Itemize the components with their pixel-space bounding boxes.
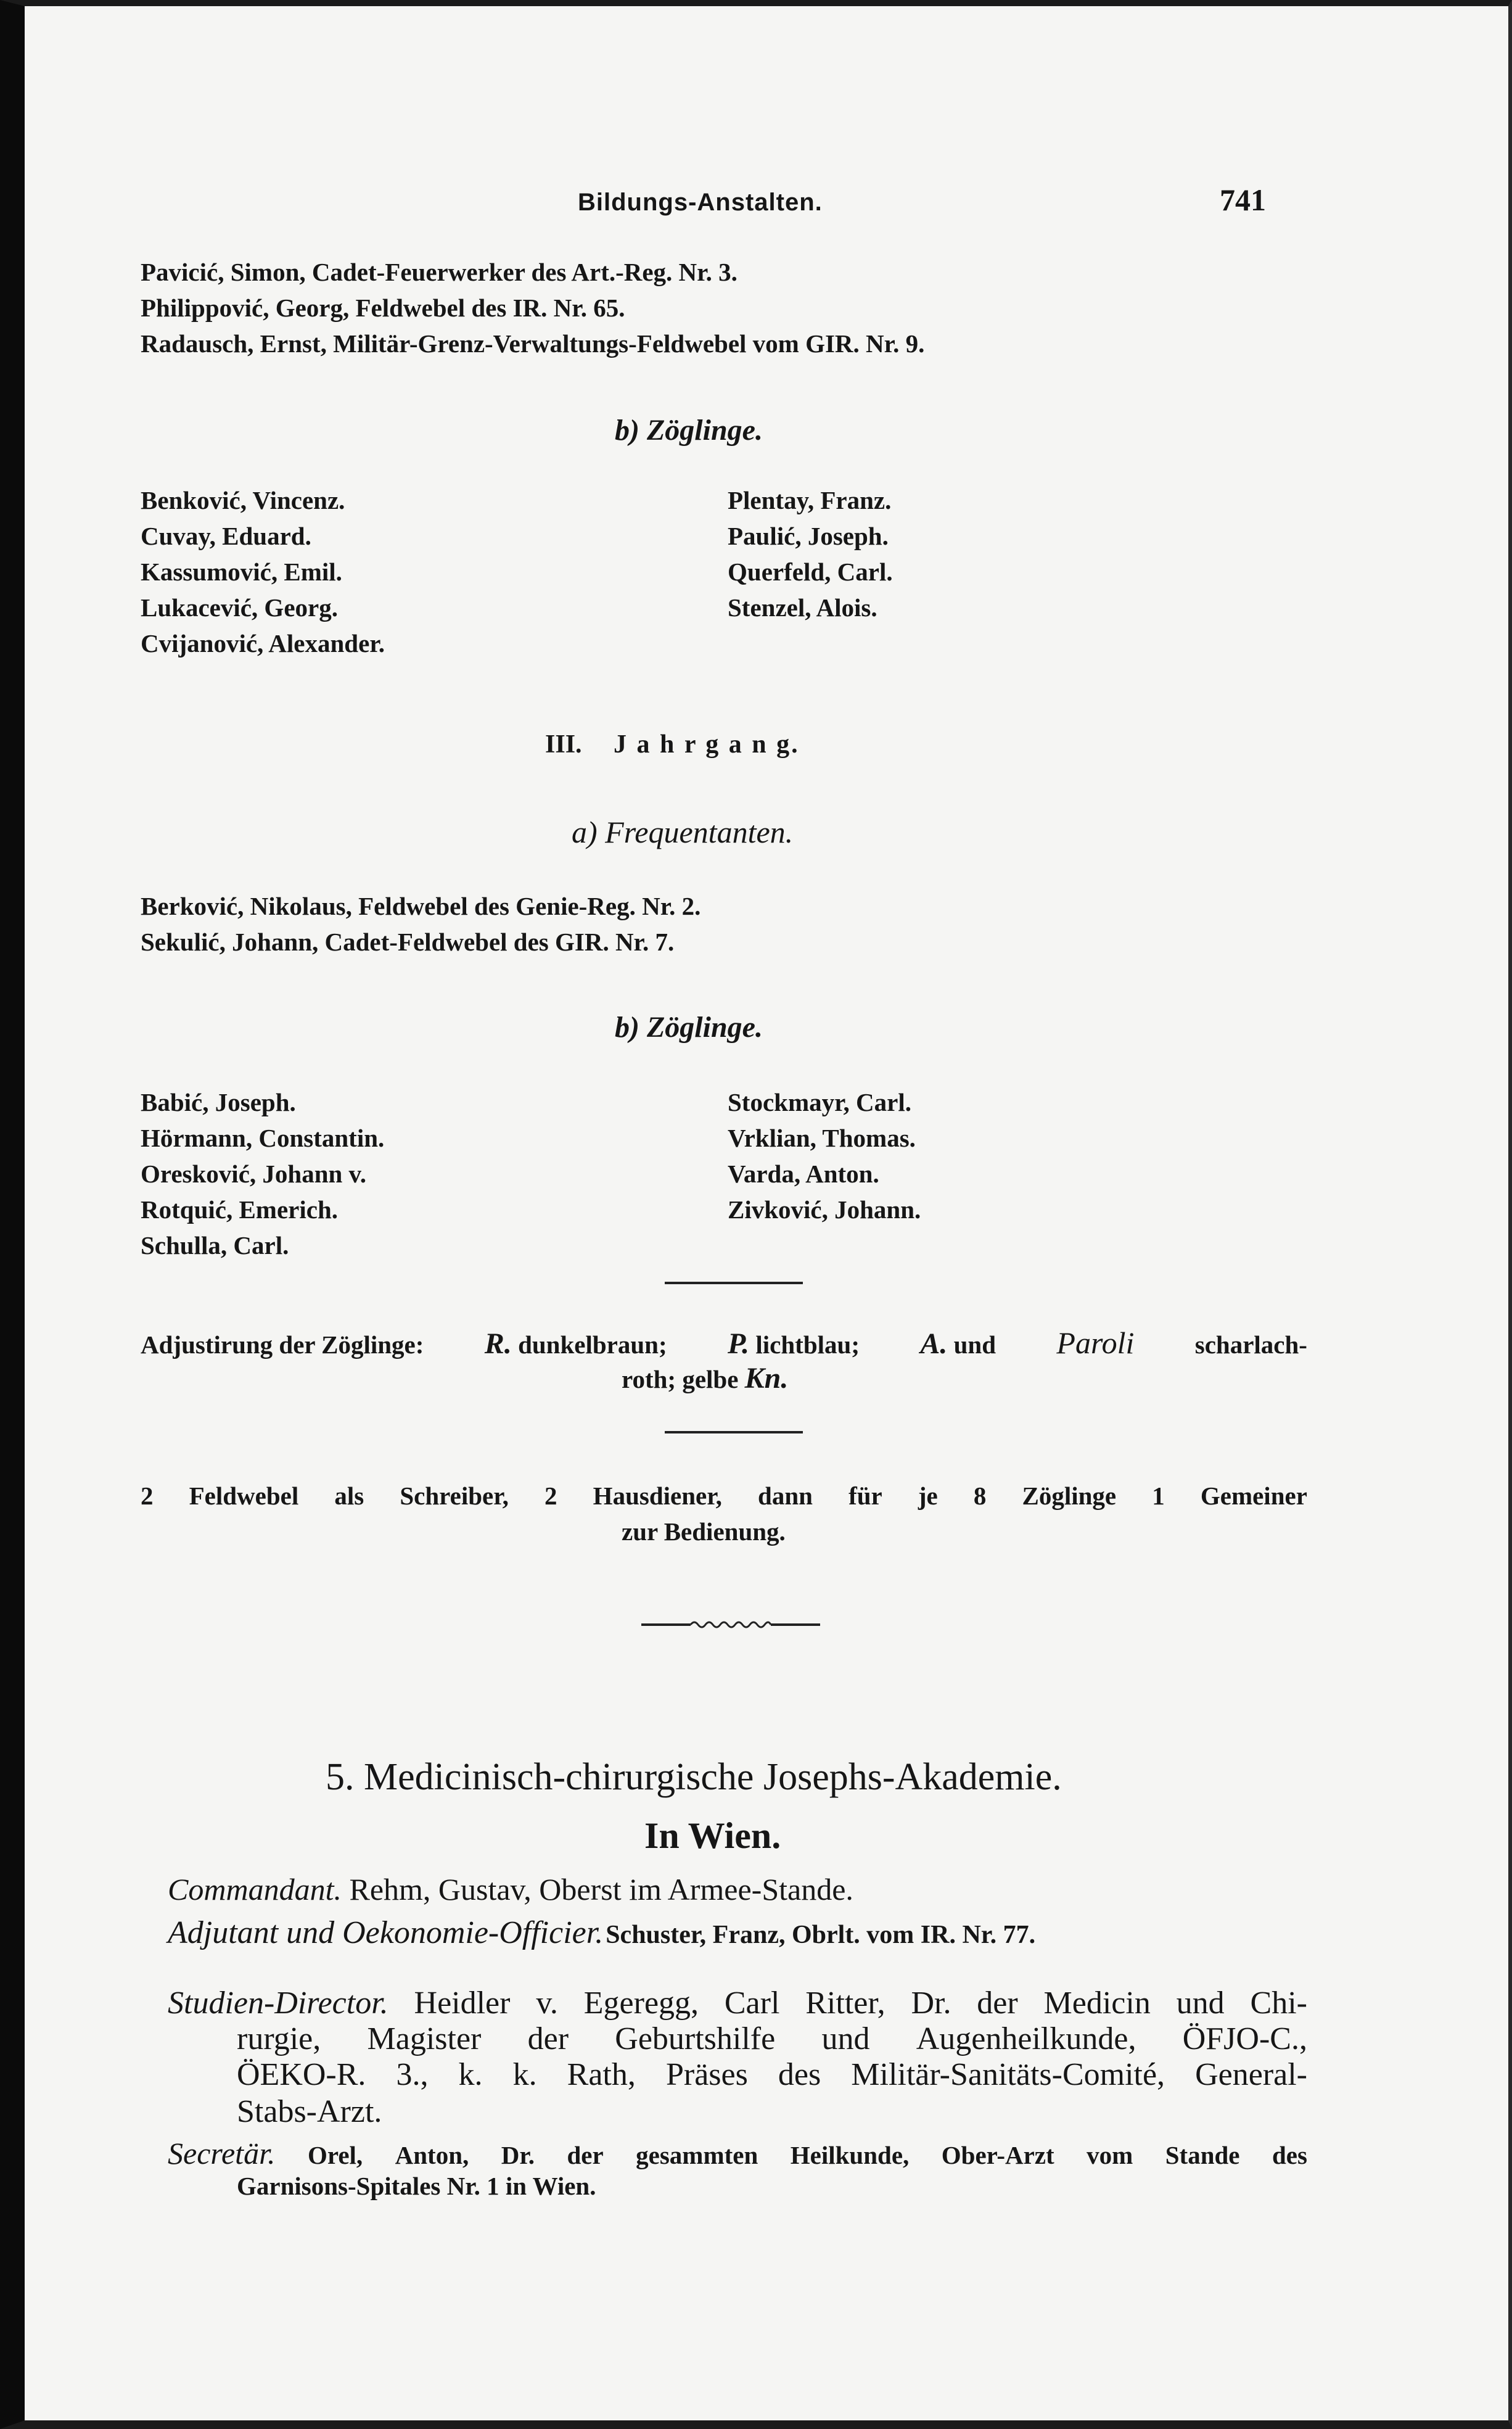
list-item: Paulić, Joseph. bbox=[728, 522, 889, 550]
list-item: Schulla, Carl. bbox=[141, 1231, 289, 1260]
list-item: Stenzel, Alois. bbox=[728, 593, 877, 622]
list-item: Querfeld, Carl. bbox=[728, 558, 893, 586]
director-line-2: rurgie, Magister der Geburtshilfe und Augenheilkunde, ÖFJO-C., bbox=[237, 2021, 1307, 2056]
list-item: Varda, Anton. bbox=[728, 1160, 879, 1188]
running-title: Bildungs-Anstalten. bbox=[578, 189, 823, 216]
servants-line-2: zur Bedienung. bbox=[622, 1517, 786, 1546]
adjustirung-line-2: roth; gelbe Kn. bbox=[622, 1362, 789, 1395]
adjutant-text: Schuster, Franz, Obrlt. vom IR. Nr. 77. bbox=[606, 1921, 1036, 1949]
jahrgang-number: III. bbox=[545, 730, 582, 759]
adjustirung-scharlach: scharlach- bbox=[1194, 1330, 1307, 1359]
list-item: Cuvay, Eduard. bbox=[141, 522, 311, 550]
list-item: Babić, Joseph. bbox=[141, 1088, 296, 1116]
adjustirung-lead: Adjustirung der Zöglinge: bbox=[141, 1330, 424, 1359]
commandant-line bbox=[168, 1871, 853, 1907]
section-heading: b) Zöglinge. bbox=[615, 414, 763, 447]
divider bbox=[665, 1282, 803, 1284]
list-item: Sekulić, Johann, Cadet-Feldwebel des GIR. Nr. 7. bbox=[141, 928, 675, 956]
adjutant-line bbox=[168, 1915, 1035, 1951]
divider bbox=[665, 1431, 803, 1433]
commandant-role: Commandant. bbox=[168, 1872, 342, 1907]
list-item: Lukacević, Georg. bbox=[141, 593, 338, 622]
list-item: Hörmann, Constantin. bbox=[141, 1124, 385, 1152]
commandant-text: Rehm, Gustav, Oberst im Armee-Stande. bbox=[349, 1872, 853, 1907]
list-item: Vrklian, Thomas. bbox=[728, 1124, 916, 1152]
page-number: 741 bbox=[1220, 183, 1266, 217]
adjustirung-a: A. und bbox=[920, 1327, 996, 1360]
list-item: Rotquić, Emerich. bbox=[141, 1195, 338, 1224]
secretary-line-2: Garnisons-Spitales Nr. 1 in Wien. bbox=[237, 2172, 596, 2200]
adjustirung-paroli: Paroli bbox=[1056, 1326, 1135, 1360]
academy-title: 5. Medicinisch-chirurgische Josephs-Akademie. bbox=[326, 1756, 1062, 1798]
servants-line-1: 2 Feldwebel als Schreiber, 2 Hausdiener, dann für je 8 Zöglinge 1 Gemeiner bbox=[141, 1482, 1307, 1510]
secretary-line-1: Secretär. Orel, Anton, Dr. der gesammten Heilkunde, Ober-Arzt vom Stande des bbox=[168, 2136, 1307, 2171]
ornament-divider bbox=[641, 1619, 820, 1631]
jahrgang-label: J a h r g a n g. bbox=[614, 730, 800, 759]
list-item: Oresković, Johann v. bbox=[141, 1160, 367, 1188]
list-item: Pavicić, Simon, Cadet-Feuerwerker des Art.-Reg. Nr. 3. bbox=[141, 258, 738, 286]
director-line-3: ÖEKO-R. 3., k. k. Rath, Präses des Militär-Sanitäts-Comité, General- bbox=[237, 2057, 1307, 2092]
section-heading: b) Zöglinge. bbox=[615, 1011, 763, 1044]
list-item: Benković, Vincenz. bbox=[141, 486, 345, 514]
adjutant-role: Adjutant und Oekonomie-Officier. bbox=[168, 1915, 604, 1950]
list-item: Plentay, Franz. bbox=[728, 486, 892, 514]
adjustirung-r: R. dunkelbraun; bbox=[484, 1327, 667, 1360]
list-item: Kassumović, Emil. bbox=[141, 558, 342, 586]
adjustirung-p: P. lichtblau; bbox=[728, 1327, 860, 1360]
list-item: Zivković, Johann. bbox=[728, 1195, 921, 1224]
section-heading: a) Frequentanten. bbox=[572, 815, 794, 849]
list-item: Stockmayr, Carl. bbox=[728, 1088, 911, 1116]
list-item: Berković, Nikolaus, Feldwebel des Genie-Reg. Nr. 2. bbox=[141, 892, 701, 920]
director-line-4: Stabs-Arzt. bbox=[237, 2094, 382, 2129]
list-item: Philippović, Georg, Feldwebel des IR. Nr. 65. bbox=[141, 294, 625, 322]
academy-location: In Wien. bbox=[644, 1815, 781, 1856]
list-item: Radausch, Ernst, Militär-Grenz-Verwaltungs-Feldwebel vom GIR. Nr. 9. bbox=[141, 329, 925, 358]
adjustirung-line-1 bbox=[141, 1325, 1307, 1363]
list-item: Cvijanović, Alexander. bbox=[141, 629, 385, 658]
director-line-1: Studien-Director. Heidler v. Egeregg, Carl Ritter, Dr. der Medicin und Chi- bbox=[168, 1986, 1307, 2021]
